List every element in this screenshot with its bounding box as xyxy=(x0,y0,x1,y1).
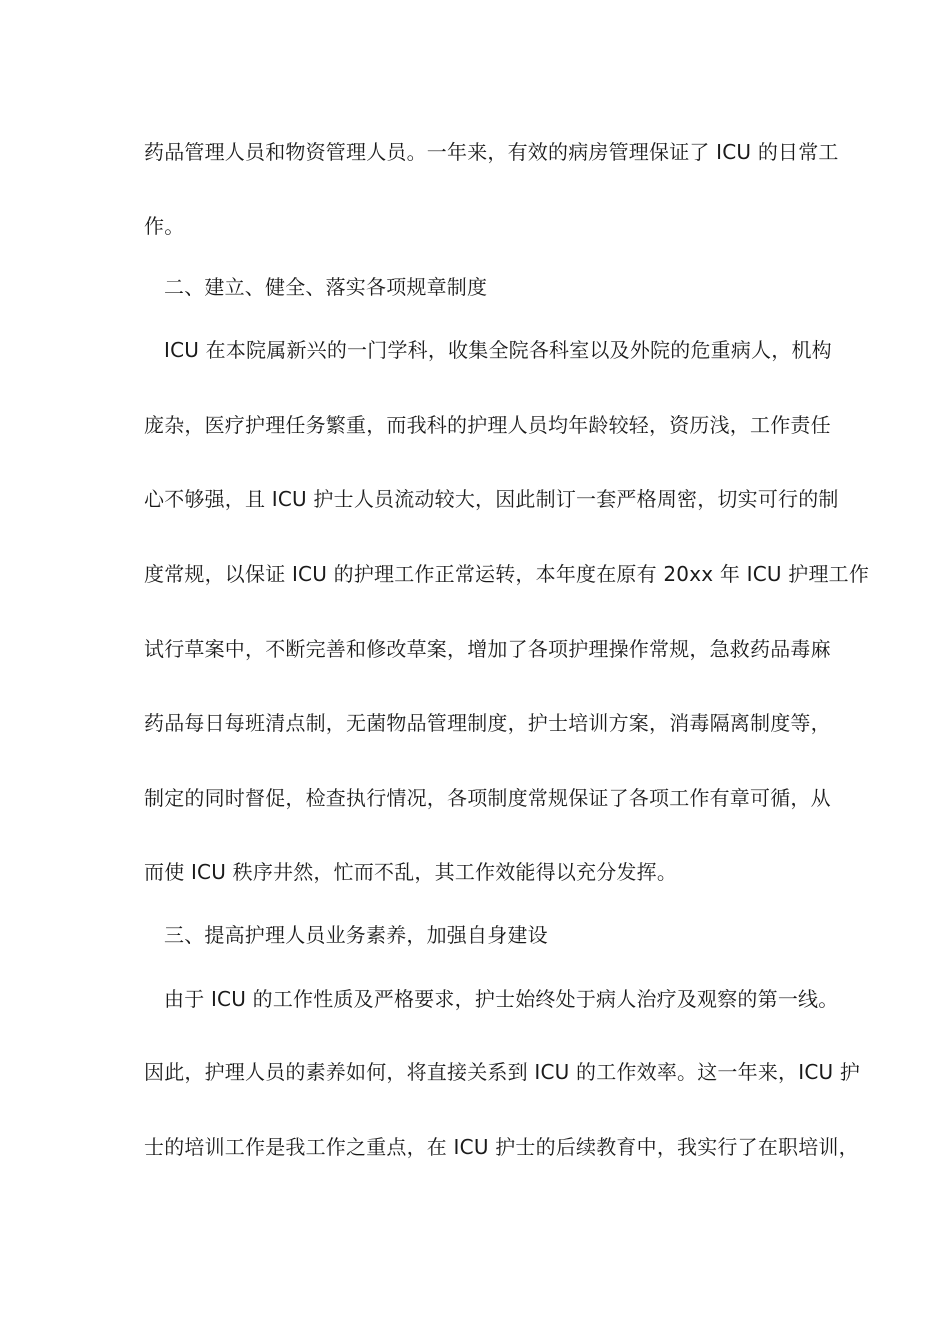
body-text-line: 制定的同时督促，检查执行情况，各项制度常规保证了各项工作有章可循，从 xyxy=(144,786,831,810)
body-text-line: 因此，护理人员的素养如何，将直接关系到 ICU 的工作效率。这一年来，ICU 护 xyxy=(144,1060,861,1084)
body-text-line: 度常规，以保证 ICU 的护理工作正常运转，本年度在原有 20xx 年 ICU 护理工作 xyxy=(144,562,870,586)
body-text-line: 庞杂，医疗护理任务繁重，而我科的护理人员均年龄较轻，资历浅，工作责任 xyxy=(144,413,831,437)
paragraph-first-line: 由于 ICU 的工作性质及严格要求，护士始终处于病人治疗及观察的第一线。 xyxy=(164,987,839,1011)
body-text-line: 试行草案中，不断完善和修改草案，增加了各项护理操作常规，急救药品毒麻 xyxy=(144,637,831,661)
body-text-line: 而使 ICU 秩序井然，忙而不乱，其工作效能得以充分发挥。 xyxy=(144,860,678,884)
body-text-line: 士的培训工作是我工作之重点，在 ICU 护士的后续教育中，我实行了在职培训， xyxy=(144,1135,859,1159)
body-text-line: 作。 xyxy=(144,214,185,238)
section-heading: 二、建立、健全、落实各项规章制度 xyxy=(164,275,488,299)
body-text-line: 心不够强，且 ICU 护士人员流动较大，因此制订一套严格周密，切实可行的制 xyxy=(144,487,839,511)
section-heading: 三、提高护理人员业务素养，加强自身建设 xyxy=(164,923,548,947)
body-text-line: 药品每日每班清点制，无菌物品管理制度，护士培训方案，消毒隔离制度等， xyxy=(144,711,831,735)
body-text-line: 药品管理人员和物资管理人员。一年来，有效的病房管理保证了 ICU 的日常工 xyxy=(144,140,839,164)
paragraph-first-line: ICU 在本院属新兴的一门学科，收集全院各科室以及外院的危重病人，机构 xyxy=(164,338,832,362)
